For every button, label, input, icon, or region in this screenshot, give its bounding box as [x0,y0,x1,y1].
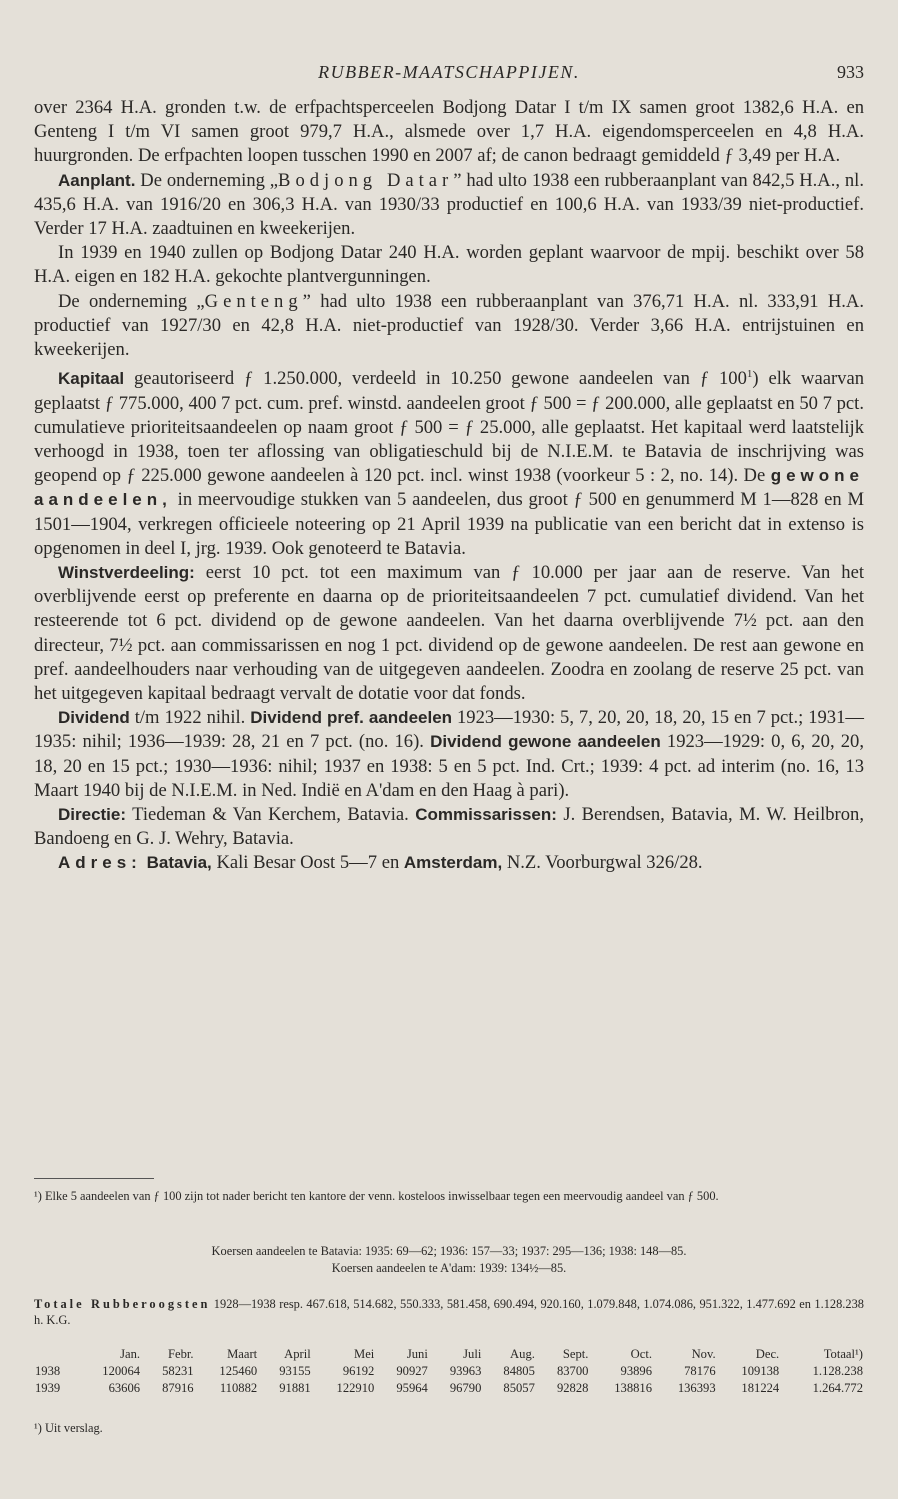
footnote-1: ¹) Elke 5 aandeelen van ƒ 100 zijn tot nader bericht ten kantore der venn. kosteloos inwisselbaar tegen een meervoudig aandeel van ƒ 500. [34,1189,719,1203]
table-cell: 90927 [396,1364,428,1378]
table-cell: 63606 [108,1381,141,1395]
table-row-year: 1938 [35,1364,61,1378]
table-cell: 138816 [614,1381,653,1395]
table-header-cell: Jan. [120,1347,141,1361]
heading-dividend-gewone: Dividend gewone aandeelen [430,732,661,752]
table-header-cell: April [284,1347,311,1361]
paragraph-grounds: over 2364 H.A. gronden t.w. de erfpachtsperceelen Bodjong Datar I t/m IX samen groot 1382,6 H.A. en Genteng I t/m VI samen groot 979,7 H.A., alsmede over 1,7 H.A. eigendomsperceelen en 4,8 H.A. huurgronden. De erfpachten loopen tusschen 1990 en 2007 af; de canon bedraagt gemiddeld ƒ 3,49 per H.A. [34,97,864,167]
table-header-cell: Totaal¹) [823,1347,863,1361]
table-header-cell: Sept. [562,1347,589,1361]
table-cell: 96192 [342,1364,375,1378]
paragraph-winstverdeeling: Winstverdeeling: eerst 10 pct. tot een maximum van ƒ 10.000 per jaar aan de reserve. Van het overblijvende eerst op preferente en daarna op de prioriteitsaandeelen 7 pct. cumulatief dividend. Van het resteerende tot 6 pct. dividend op de gewone aandeelen. Van het daarna overblijvende 7½ pct. aan den directeur, 7½ pct. aan commissarissen en nog 1 pct. dividend op de gewone aandeelen. De rest aan gewone en pref. aandeelhouders naar verhouding van de uitgegeven aandeelen. Zoodra en zoolang de reserve 25 pct. van het uitgegeven kapitaal bedraagt vervalt de dotatie voor dat fonds. [34,562,864,705]
table-cell: 181224 [741,1381,780,1395]
table-cell: 93963 [449,1364,482,1378]
table-header-cell: Dec. [755,1347,780,1361]
table-cell: 1.264.772 [812,1381,863,1395]
table-cell: 110882 [219,1381,258,1395]
footnote-ref: 1 [746,368,753,381]
paragraph-dividend: Dividend t/m 1922 nihil. Dividend pref. aandeelen 1923—1930: 5, 7, 20, 20, 18, 20, 15 en 7 pct.; 1931—1935: nihil; 1936—1939: 28, 21 en 7 pct. (no. 16). Dividend gewone aandeelen 1923—1929: 0, 6, 20, 20, 18, 20 en 15 pct.; 1930—1936: nihil; 1937 en 1938: 5 en 5 pct. Ind. Crt.; 1939: 4 pct. ad interim (no. 16, 13 Maart 1940 bij de N.I.E.M. in Ned. Indië en A'dam en den Haag à pari). [34,707,864,801]
spaced-gewone-aandeelen: gewone aandeelen, [34,466,864,510]
table-row [34,1380,864,1397]
table-header-cell: Febr. [168,1347,194,1361]
paragraph-aanplant: Aanplant. De onderneming „Bodjong Datar” had ulto 1938 een rubberaanplant van 842,5 H.A., nl. 435,6 H.A. van 1916/20 en 306,3 H.A. van 1930/33 productief en 100,6 H.A. van 1933/39 niet-productief. Verder 17 H.A. zaadtuinen en kweekerijen. [34,169,864,240]
spaced-bodjong-datar: Bodjong Datar [278,169,454,191]
footnote-rule [34,1178,154,1179]
running-title: RUBBER-MAATSCHAPPIJEN. [318,62,580,82]
body-text [34,96,864,876]
table-row [34,1363,864,1380]
footnote-2: ¹) Uit verslag. [34,1421,103,1435]
heading-commissarissen: Commissarissen: [415,805,557,825]
paragraph-genteng: De onderneming „Genteng” had ulto 1938 een rubberaanplant van 376,71 H.A. nl. 333,91 H.A. productief van 1927/30 en 42,8 H.A. niet-productief van 1928/30. Verder 3,66 H.A. entrijstuinen en kweekerijen. [34,290,864,361]
heading-aanplant: Aanplant. [58,170,136,190]
table-cell: 78176 [684,1364,716,1378]
table-cell: 58231 [162,1364,194,1378]
heading-winstverdeeling: Winstverdeeling: [58,563,195,583]
paragraph-adres: Adres: Batavia, Kali Besar Oost 5—7 en Amsterdam, N.Z. Voorburgwal 326/28. [58,852,703,874]
page-number: 933 [837,62,864,82]
table-cell: 122910 [336,1381,375,1395]
paragraph-kapitaal: Kapitaal geautoriseerd ƒ 1.250.000, verdeeld in 10.250 gewone aandeelen van ƒ $100^1$) elk waarvan geplaatst ƒ 775.000, 400 7 pct. cum. pref. winstd. aandeelen groot ƒ 500 = ƒ 200.000, alle geplaatst en 50 7 pct. cumulatieve prioriteitsaandeelen op naam groot ƒ 500 = ƒ 25.000, alle geplaatst. Het kapitaal werd laatstelijk verhoogd in 1938, toen ter aflossing van obligatieschuld bij de N.I.E.M. te Batavia de inschrijving was geopend op ƒ 225.000 gewone aandeelen à 120 pct. incl. winst 1938 (voorkeur 5 : 2, no. 14). De gewone aandeelen, in meervoudige stukken van 5 aandeelen, dus groot ƒ 500 en genummerd M 1—828 en M 1501—1904, verkregen officieele noteering op 21 April 1939 na publicatie van een bericht dat in extenso is opgenomen in deel I, jrg. 1939. Ook genoteerd te Batavia. [34,368,864,559]
table-cell: 109138 [741,1364,780,1378]
totale-rubberoogsten: Totale Rubberoogsten 1928—1938 resp. 467.618, 514.682, 550.333, 581.458, 690.494, 920.160, 1.079.848, 1.074.086, 951.322, 1.477.692 en 1.128.238 h. K.G. [34,1297,864,1327]
table-cell: 96790 [449,1381,482,1395]
table-cell: 120064 [102,1364,141,1378]
table-cell: 1.128.238 [812,1364,863,1378]
heading-dividend: Dividend [58,708,130,728]
table-cell: 85057 [503,1381,535,1395]
paragraph-directie: Directie: Tiedeman & Van Kerchem, Batavia. Commissarissen: J. Berendsen, Batavia, M. W. Heilbron, Bandoeng en G. J. Wehry, Batavia. [34,804,864,850]
koersen-adam: Koersen aandeelen te A'dam: 1939: 134½—85. [331,1261,567,1275]
table-cell: 93896 [620,1364,653,1378]
table-header-row [34,1346,864,1363]
heading-adres: Adres: [58,853,142,873]
table-header-cell: Mei [354,1347,375,1361]
table-header-cell: Juli [463,1347,482,1361]
table-header-cell [34,1346,77,1363]
table-cell: 83700 [556,1364,589,1378]
table-header-cell: Aug. [510,1347,535,1361]
table-cell: 92828 [556,1381,589,1395]
table-cell: 95964 [396,1381,428,1395]
paragraph-planting-1939: In 1939 en 1940 zullen op Bodjong Datar 240 H.A. worden geplant waarvoor de mpij. beschikt over 58 H.A. eigen en 182 H.A. gekochte plantvergunningen. [34,242,864,288]
table-body [34,1363,864,1397]
heading-directie: Directie: [58,805,127,825]
table-header-cell: Oct. [630,1347,653,1361]
table-cell: 84805 [503,1364,535,1378]
heading-dividend-pref: Dividend pref. aandeelen [250,708,453,728]
table-cell: 91881 [279,1381,311,1395]
running-header [34,62,864,86]
table-row-year: 1939 [35,1381,61,1395]
heading-totale-rubberoogsten: Totale Rubberoogsten [34,1297,211,1311]
heading-kapitaal: Kapitaal [58,369,125,389]
table-header-cell: Maart [227,1347,258,1361]
table-header-cell: Nov. [691,1347,716,1361]
table-cell: 87916 [162,1381,194,1395]
table-cell: 93155 [279,1364,311,1378]
koersen-batavia: Koersen aandeelen te Batavia: 1935: 69—62; 1936: 157—33; 1937: 295—136; 1938: 148—85. [211,1244,687,1258]
table-cell: 125460 [219,1364,258,1378]
table-header-cell: Juni [406,1347,428,1361]
spaced-genteng: Genteng [204,290,303,312]
table-cell: 136393 [677,1381,716,1395]
production-table [34,1346,864,1397]
